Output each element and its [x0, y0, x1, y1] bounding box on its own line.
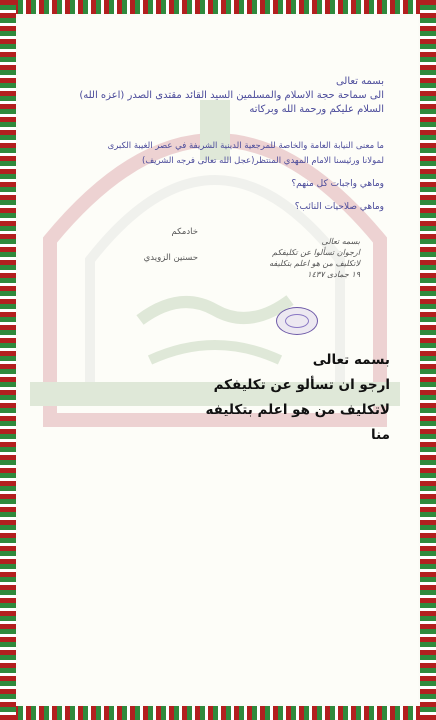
decorative-border-left: [0, 0, 16, 720]
letter-greeting: السلام عليكم ورحمة الله وبركاته: [249, 104, 384, 115]
signature-title: خادمكم: [171, 227, 198, 237]
handwritten-reply: [264, 236, 360, 288]
handwritten-line-3: لاتكليف من هو اعلم بتكليفه: [269, 259, 360, 268]
answer-line-4: منا: [371, 427, 390, 443]
letter-addressee: الى سماحة حجة الاسلام والمسلمين السيد القائد مقتدى الصدر (اعزه الله): [79, 90, 384, 101]
answer-line-2: ارجو ان تسألو عن تكليفكم: [213, 377, 390, 393]
handwritten-line-2: ارجوان تسألوا عن تكليفكم: [272, 248, 360, 257]
decorative-border-right: [420, 0, 436, 720]
question-duties: وماهي واجبات كل منهم؟: [291, 179, 384, 189]
signature-name: حسنين الزويدي: [143, 253, 198, 263]
decorative-border-bottom: [0, 706, 436, 720]
letter-salutation: بسمه تعالى: [335, 76, 384, 87]
handwritten-date: ١٩ جمادى ١٤٣٧: [307, 270, 360, 279]
answer-line-3: لاتكليف من هو اعلم بتكليفه: [205, 402, 390, 418]
question-intro-line-2: لمولانا ورئيسنا الامام المهدي المنتظر(عجل الله تعالى فرجه الشريف): [142, 156, 384, 166]
decorative-border-top: [0, 0, 436, 14]
question-intro-line-1: ما معنى النيابة العامة والخاصة للمرجعية الدينية الشريفة في عصر الغيبة الكبرى: [107, 141, 384, 151]
answer-line-1: بسمه تعالى: [312, 352, 390, 368]
office-seal-stamp: [276, 307, 318, 335]
handwritten-line-1: بسمه تعالى: [321, 237, 360, 246]
question-powers: وماهي صلاحيات النائب؟: [294, 202, 384, 212]
